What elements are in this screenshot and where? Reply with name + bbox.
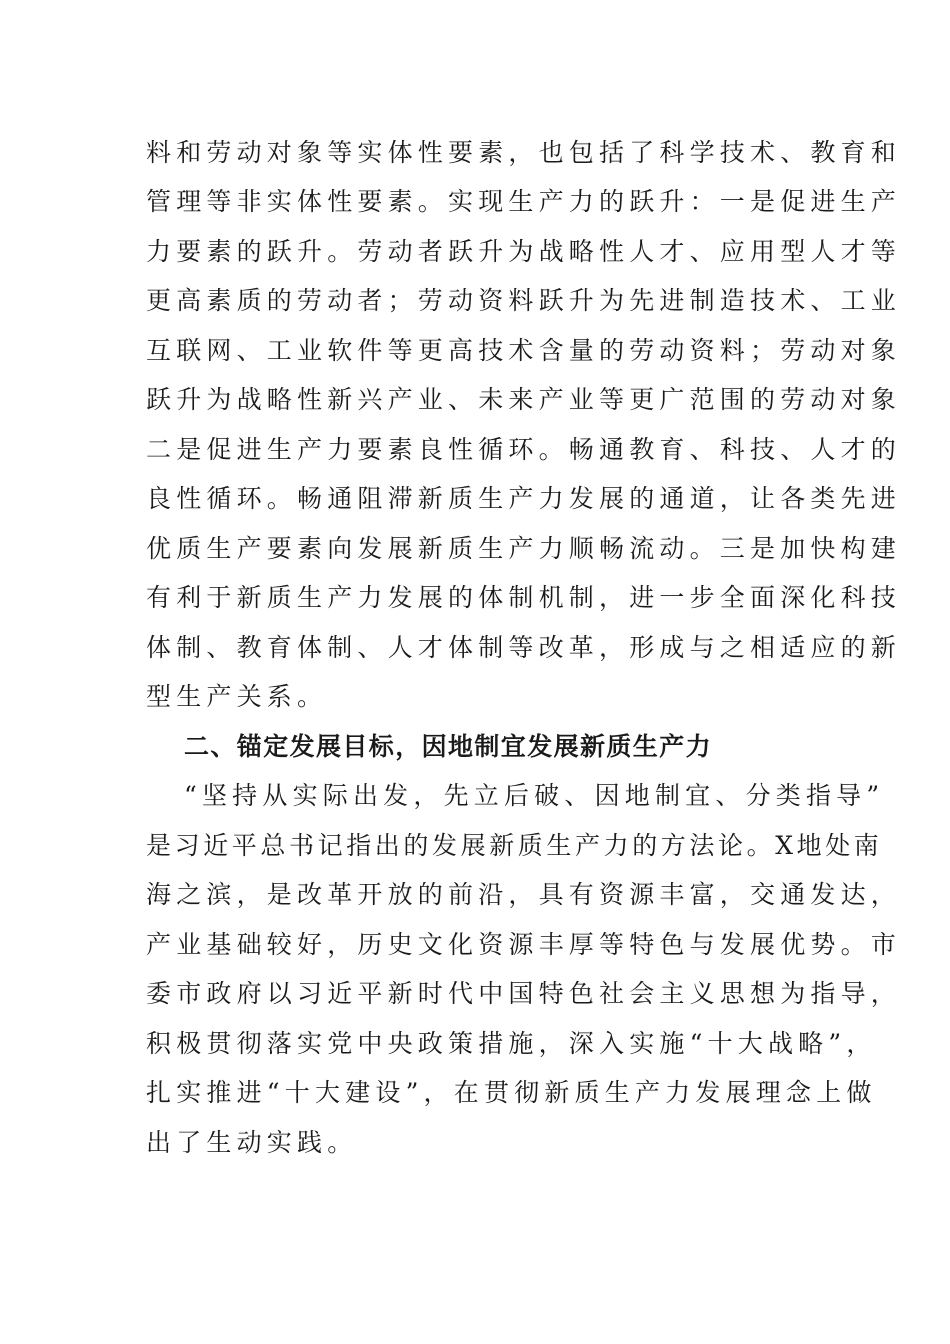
paragraph-line: 互联网、工业软件等更高技术含量的劳动资料；劳动对象 bbox=[146, 336, 902, 365]
paragraph-line: 体制、教育体制、人才体制等改革，形成与之相适应的新 bbox=[146, 633, 902, 662]
paragraph-line: 力要素的跃升。劳动者跃升为战略性人才、应用型人才等 bbox=[146, 237, 902, 266]
paragraph-line: 料和劳动对象等实体性要素，也包括了科学技术、教育和 bbox=[146, 138, 902, 167]
paragraph-line: 更高素质的劳动者；劳动资料跃升为先进制造技术、工业 bbox=[146, 286, 902, 315]
paragraph-line: 型生产关系。 bbox=[146, 682, 328, 711]
paragraph-line: 管理等非实体性要素。实现生产力的跃升：一是促进生产 bbox=[146, 187, 902, 216]
paragraph-line: 海之滨，是改革开放的前沿，具有资源丰富，交通发达， bbox=[146, 880, 902, 909]
paragraph-line: 扎实推进“十大建设”，在贯彻新质生产力发展理念上做 bbox=[146, 1078, 877, 1107]
paragraph-line: “坚持从实际出发，先立后破、因地制宜、分类指导” bbox=[184, 781, 885, 810]
paragraph-line: 良性循环。畅通阻滞新质生产力发展的通道，让各类先进 bbox=[146, 484, 902, 513]
paragraph-line: 二是促进生产力要素良性循环。畅通教育、科技、人才的 bbox=[146, 435, 902, 464]
paragraph-line: 积极贯彻落实党中央政策措施，深入实施“十大战略”， bbox=[146, 1029, 877, 1058]
paragraph-line: 产业基础较好，历史文化资源丰厚等特色与发展优势。市 bbox=[146, 930, 902, 959]
paragraph-line: 出了生动实践。 bbox=[146, 1128, 358, 1157]
section-heading: 二、锚定发展目标，因地制宜发展新质生产力 bbox=[184, 732, 713, 761]
paragraph-line: 委市政府以习近平新时代中国特色社会主义思想为指导， bbox=[146, 979, 902, 1008]
paragraph-line: 优质生产要素向发展新质生产力顺畅流动。三是加快构建 bbox=[146, 534, 902, 563]
paragraph-line: 跃升为战略性新兴产业、未来产业等更广范围的劳动对象 bbox=[146, 385, 902, 414]
paragraph-line: 是习近平总书记指出的发展新质生产力的方法论。X地处南 bbox=[146, 831, 883, 860]
paragraph-line: 有利于新质生产力发展的体制机制，进一步全面深化科技 bbox=[146, 583, 902, 612]
